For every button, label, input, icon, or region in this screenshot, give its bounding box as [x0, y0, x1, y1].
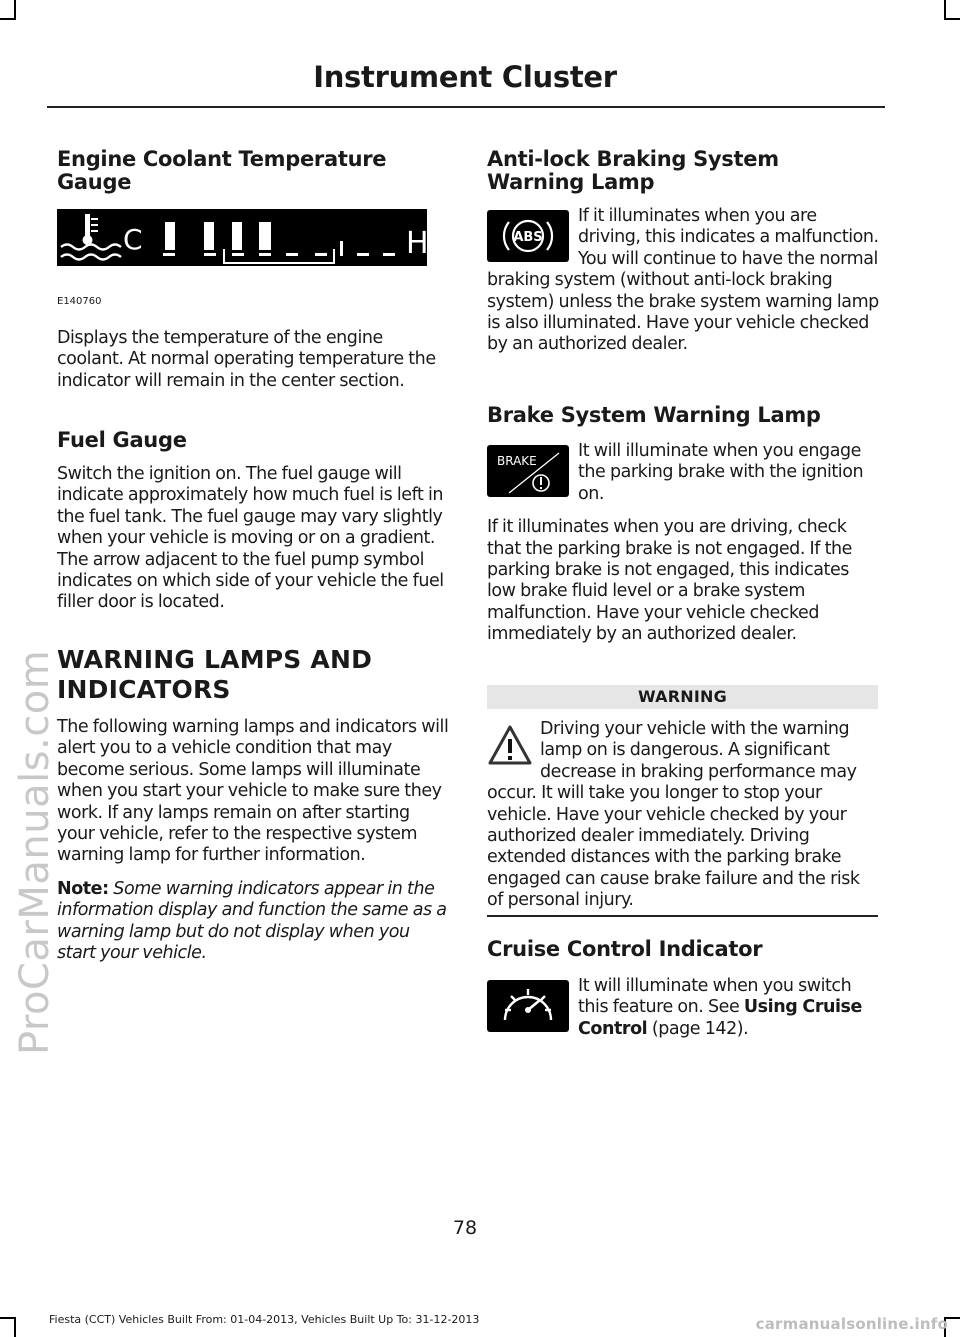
figure-label: E140760 [57, 296, 102, 307]
cruise-heading: Cruise Control Indicator [487, 937, 763, 961]
abs-body-block [487, 206, 879, 356]
fuel-body: Switch the ignition on. The fuel gauge will indicate approximately how much fuel is left in the fuel tank. The fuel gauge may vary slightly when your vehicle is moving or on a gradient. The arrow adjacent to the fuel pump symbol indicates on which side of your vehicle the fuel filler door is located. [57, 464, 444, 613]
coolant-gauge-figure [57, 209, 427, 266]
coolant-temperature-icon [57, 209, 427, 266]
cruise-page-ref: (page 142). [647, 1018, 749, 1039]
brake-body-block [487, 441, 879, 646]
warning-text: Driving your vehicle with the warning lamp on is dangerous. A significant decrease in braking performance may occur. It will take you longer to stop your vehicle. Have your vehicle checked by your authorized dealer immediately. Driving extended distances with the parking brake engaged can cause brake failure and the risk of personal injury. [487, 719, 860, 911]
abs-heading-block [487, 148, 879, 194]
coolant-body: Displays the temperature of the engine coolant. At normal operating temperature the indicator will remain in the center section. [57, 328, 436, 391]
abs-body: If it illuminates when you are driving, this indicates a malfunction. You will continue to have the normal braking system (without anti-lock braking system) unless the brake system warning lamp is also illuminated. Have your vehicle checked by an authorized dealer. [487, 206, 879, 355]
warning-label: WARNING [487, 685, 878, 709]
brake-icon-text: BRAKE [497, 454, 537, 468]
warning-lamps-heading-line1: WARNING LAMPS AND [57, 645, 373, 674]
brake-heading: Brake System Warning Lamp [487, 403, 821, 427]
abs-icon-text: ABS [513, 230, 543, 245]
crop-mark [0, 18, 16, 20]
watermark-left: ProCarManuals.com [12, 649, 58, 1055]
crop-mark [14, 1319, 16, 1337]
cruise-body-block [487, 976, 879, 1040]
coolant-heading: Engine Coolant Temperature Gauge [57, 147, 387, 194]
crop-mark [0, 1317, 16, 1319]
note-text: Some warning indicators appear in the information display and function the same as a warning lamp but do not display when you start your vehicle. [57, 878, 447, 964]
brake-body-2: If it illuminates when you are driving, check that the parking brake is not engaged. If the parking brake is not engaged, this indicates low brake fluid level or a brake system malfunction. Have your vehicle checked immediately by an authorized dealer. [487, 517, 852, 645]
warning-divider [487, 915, 878, 917]
fuel-block [57, 429, 449, 614]
watermark-bottom-right: carmanualsonline.info [755, 1315, 948, 1333]
warning-lamps-body: The following warning lamps and indicators will alert you to a vehicle condition that may become serious. Some lamps will illuminate when you start your vehicle to make sure they work. If any lamps remain on after starting your vehicle, refer to the respective system warning lamp for further information. [57, 717, 449, 866]
gauge-h-label: H [406, 226, 427, 261]
fuel-heading: Fuel Gauge [57, 428, 187, 452]
note-paragraph [57, 879, 449, 965]
cruise-body-text: It will illuminate when you switch this feature on. See [578, 976, 852, 1018]
crop-mark [944, 18, 960, 20]
coolant-body-block [57, 328, 449, 392]
header-divider [47, 106, 885, 108]
warning-lamps-heading-line2: INDICATORS [57, 675, 231, 704]
warning-lamps-block [57, 645, 449, 964]
crop-mark [944, 0, 946, 18]
cruise-control-link[interactable]: Using Cruise Control [578, 997, 862, 1039]
cruise-heading-block [487, 938, 879, 961]
gauge-c-label: C [123, 223, 143, 256]
brake-body-1: It will illuminate when you engage the parking brake with the ignition on. [578, 441, 864, 504]
brake-heading-block [487, 404, 879, 427]
abs-heading: Anti-lock Braking System Warning Lamp [487, 147, 779, 194]
note-label: Note: [57, 878, 109, 899]
crop-mark [14, 0, 16, 18]
left-column [57, 148, 449, 194]
footer-text: Fiesta (CCT) Vehicles Built From: 01-04-2013, Vehicles Built Up To: 31-12-2013 [49, 1313, 480, 1326]
page-number: 78 [452, 1217, 478, 1239]
warning-body-block [487, 719, 879, 912]
page-title: Instrument Cluster [313, 60, 617, 94]
